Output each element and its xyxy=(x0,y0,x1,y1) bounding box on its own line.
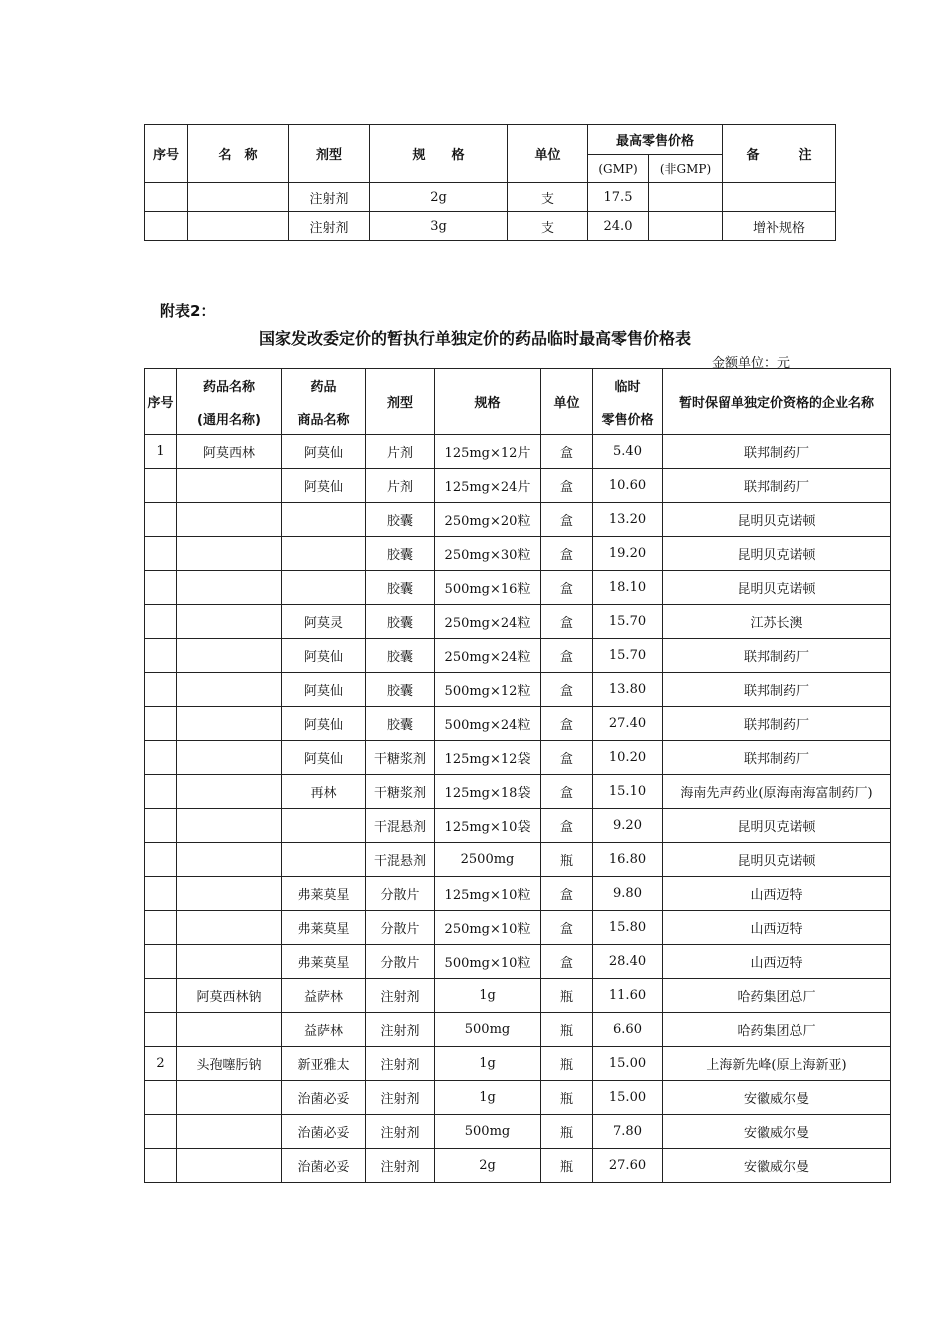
header-form: 剂型 xyxy=(289,125,370,183)
cell-seq xyxy=(145,183,188,212)
cell-spec: 1g xyxy=(435,979,541,1013)
cell-trade: 阿莫仙 xyxy=(282,469,366,503)
cell-price: 10.60 xyxy=(593,469,663,503)
header-price-sub: 零售价格 xyxy=(593,403,663,435)
cell-unit: 盒 xyxy=(541,741,593,775)
cell-unit: 盒 xyxy=(541,537,593,571)
cell-company: 山西迈特 xyxy=(663,911,891,945)
cell-unit: 瓶 xyxy=(541,1047,593,1081)
cell-unit: 盒 xyxy=(541,639,593,673)
cell-seq xyxy=(145,469,177,503)
cell-company: 山西迈特 xyxy=(663,945,891,979)
cell-gmp: 17.5 xyxy=(588,183,649,212)
header-note: 备 注 xyxy=(723,125,836,183)
table-row xyxy=(145,809,891,843)
cell-spec: 500mg×24粒 xyxy=(435,707,541,741)
cell-unit: 瓶 xyxy=(541,1081,593,1115)
cell-company: 安徽威尔曼 xyxy=(663,1081,891,1115)
table-row xyxy=(145,775,891,809)
cell-generic xyxy=(177,1115,282,1149)
cell-spec: 250mg×24粒 xyxy=(435,605,541,639)
cell-generic xyxy=(177,741,282,775)
cell-form: 注射剂 xyxy=(289,212,370,241)
cell-company: 海南先声药业(原海南海富制药厂) xyxy=(663,775,891,809)
temporary-price-table xyxy=(144,368,891,1183)
cell-company: 哈药集团总厂 xyxy=(663,1013,891,1047)
price-table-continued xyxy=(144,124,836,241)
cell-spec: 2500mg xyxy=(435,843,541,877)
cell-price: 10.20 xyxy=(593,741,663,775)
cell-price: 28.40 xyxy=(593,945,663,979)
cell-seq xyxy=(145,1149,177,1183)
cell-price: 27.60 xyxy=(593,1149,663,1183)
cell-company: 哈药集团总厂 xyxy=(663,979,891,1013)
cell-trade: 治菌必妥 xyxy=(282,1081,366,1115)
cell-seq: 1 xyxy=(145,435,177,469)
cell-seq: 2 xyxy=(145,1047,177,1081)
header-seq: 序号 xyxy=(145,125,188,183)
table-row xyxy=(145,1149,891,1183)
cell-spec: 500mg×10粒 xyxy=(435,945,541,979)
cell-seq xyxy=(145,979,177,1013)
cell-unit: 盒 xyxy=(541,503,593,537)
table-row xyxy=(145,911,891,945)
cell-unit: 盒 xyxy=(541,707,593,741)
cell-unit: 支 xyxy=(508,183,588,212)
header-form: 剂型 xyxy=(366,369,435,435)
cell-form: 注射剂 xyxy=(366,1081,435,1115)
cell-note xyxy=(723,183,836,212)
cell-spec: 250mg×30粒 xyxy=(435,537,541,571)
header-trade-name-sub: 商品名称 xyxy=(282,403,366,435)
cell-company: 联邦制药厂 xyxy=(663,673,891,707)
cell-company: 昆明贝克诺顿 xyxy=(663,809,891,843)
cell-spec: 250mg×20粒 xyxy=(435,503,541,537)
cell-generic xyxy=(177,571,282,605)
cell-seq xyxy=(145,707,177,741)
table-row xyxy=(145,212,836,241)
cell-trade: 阿莫仙 xyxy=(282,435,366,469)
cell-unit: 支 xyxy=(508,212,588,241)
cell-spec: 1g xyxy=(435,1047,541,1081)
cell-spec: 500mg xyxy=(435,1115,541,1149)
table-row xyxy=(145,877,891,911)
cell-form: 胶囊 xyxy=(366,503,435,537)
unit-note: 金额单位：元 xyxy=(712,356,791,371)
cell-form: 分散片 xyxy=(366,911,435,945)
cell-form: 片剂 xyxy=(366,435,435,469)
cell-form: 胶囊 xyxy=(366,537,435,571)
cell-generic: 头孢噻肟钠 xyxy=(177,1047,282,1081)
cell-spec: 500mg xyxy=(435,1013,541,1047)
cell-spec: 500mg×12粒 xyxy=(435,673,541,707)
cell-form: 分散片 xyxy=(366,877,435,911)
cell-form: 胶囊 xyxy=(366,571,435,605)
appendix-label: 附表2： xyxy=(160,302,216,320)
cell-seq xyxy=(145,571,177,605)
cell-form: 胶囊 xyxy=(366,605,435,639)
cell-spec: 1g xyxy=(435,1081,541,1115)
cell-form: 注射剂 xyxy=(289,183,370,212)
cell-note: 增补规格 xyxy=(723,212,836,241)
cell-generic xyxy=(177,1149,282,1183)
cell-unit: 盒 xyxy=(541,945,593,979)
cell-non-gmp xyxy=(649,183,723,212)
cell-non-gmp xyxy=(649,212,723,241)
header-generic-name-sub: (通用名称) xyxy=(177,403,282,435)
cell-unit: 盒 xyxy=(541,809,593,843)
cell-unit: 盒 xyxy=(541,877,593,911)
cell-seq xyxy=(145,843,177,877)
cell-name xyxy=(188,183,289,212)
cell-generic xyxy=(177,775,282,809)
cell-seq xyxy=(145,212,188,241)
cell-form: 分散片 xyxy=(366,945,435,979)
table-row xyxy=(145,1115,891,1149)
cell-trade: 治菌必妥 xyxy=(282,1149,366,1183)
cell-price: 27.40 xyxy=(593,707,663,741)
header-spec: 规格 xyxy=(435,369,541,435)
cell-trade: 益萨林 xyxy=(282,979,366,1013)
header-non-gmp: (非GMP) xyxy=(649,155,723,183)
cell-trade: 新亚雅太 xyxy=(282,1047,366,1081)
cell-seq xyxy=(145,503,177,537)
cell-unit: 盒 xyxy=(541,775,593,809)
cell-form: 注射剂 xyxy=(366,1047,435,1081)
table-row xyxy=(145,1013,891,1047)
cell-price: 18.10 xyxy=(593,571,663,605)
cell-spec: 125mg×10粒 xyxy=(435,877,541,911)
cell-company: 联邦制药厂 xyxy=(663,469,891,503)
cell-generic xyxy=(177,945,282,979)
cell-price: 16.80 xyxy=(593,843,663,877)
cell-company: 联邦制药厂 xyxy=(663,639,891,673)
cell-generic xyxy=(177,843,282,877)
cell-trade xyxy=(282,571,366,605)
cell-spec: 2g xyxy=(370,183,508,212)
cell-price: 15.10 xyxy=(593,775,663,809)
cell-unit: 盒 xyxy=(541,673,593,707)
cell-unit: 盒 xyxy=(541,469,593,503)
cell-form: 干混悬剂 xyxy=(366,809,435,843)
table-row xyxy=(145,843,891,877)
header-seq: 序号 xyxy=(145,369,177,435)
cell-form: 胶囊 xyxy=(366,673,435,707)
cell-company: 昆明贝克诺顿 xyxy=(663,503,891,537)
cell-company: 昆明贝克诺顿 xyxy=(663,537,891,571)
cell-spec: 125mg×10袋 xyxy=(435,809,541,843)
cell-trade: 弗莱莫星 xyxy=(282,911,366,945)
cell-generic xyxy=(177,707,282,741)
table-row xyxy=(145,1081,891,1115)
cell-company: 联邦制药厂 xyxy=(663,435,891,469)
cell-generic xyxy=(177,537,282,571)
cell-generic: 阿莫西林 xyxy=(177,435,282,469)
cell-price: 15.70 xyxy=(593,639,663,673)
header-spec: 规 格 xyxy=(370,125,508,183)
cell-form: 干混悬剂 xyxy=(366,843,435,877)
cell-spec: 125mg×12袋 xyxy=(435,741,541,775)
table-row xyxy=(145,1047,891,1081)
cell-company: 联邦制药厂 xyxy=(663,741,891,775)
cell-price: 9.20 xyxy=(593,809,663,843)
cell-company: 昆明贝克诺顿 xyxy=(663,843,891,877)
cell-spec: 250mg×10粒 xyxy=(435,911,541,945)
cell-generic xyxy=(177,503,282,537)
header-price: 临时 xyxy=(593,369,663,403)
cell-price: 5.40 xyxy=(593,435,663,469)
table-row xyxy=(145,639,891,673)
cell-company: 江苏长澳 xyxy=(663,605,891,639)
cell-gmp: 24.0 xyxy=(588,212,649,241)
cell-generic xyxy=(177,1081,282,1115)
cell-generic xyxy=(177,639,282,673)
cell-trade: 弗莱莫星 xyxy=(282,945,366,979)
cell-spec: 250mg×24粒 xyxy=(435,639,541,673)
cell-form: 胶囊 xyxy=(366,707,435,741)
cell-seq xyxy=(145,741,177,775)
cell-seq xyxy=(145,775,177,809)
cell-seq xyxy=(145,877,177,911)
cell-unit: 瓶 xyxy=(541,1149,593,1183)
cell-trade: 再林 xyxy=(282,775,366,809)
table-row xyxy=(145,435,891,469)
cell-form: 胶囊 xyxy=(366,639,435,673)
cell-seq xyxy=(145,605,177,639)
table-row xyxy=(145,183,836,212)
cell-company: 安徽威尔曼 xyxy=(663,1115,891,1149)
cell-price: 7.80 xyxy=(593,1115,663,1149)
table-row xyxy=(145,503,891,537)
cell-company: 安徽威尔曼 xyxy=(663,1149,891,1183)
header-name: 名 称 xyxy=(188,125,289,183)
cell-seq xyxy=(145,1081,177,1115)
table-row xyxy=(145,605,891,639)
header-generic-name: 药品名称 xyxy=(177,369,282,403)
cell-generic xyxy=(177,605,282,639)
cell-price: 15.00 xyxy=(593,1047,663,1081)
cell-unit: 瓶 xyxy=(541,843,593,877)
cell-trade: 阿莫仙 xyxy=(282,639,366,673)
cell-trade: 益萨林 xyxy=(282,1013,366,1047)
table-row xyxy=(145,571,891,605)
cell-form: 干糖浆剂 xyxy=(366,741,435,775)
table-row xyxy=(145,673,891,707)
cell-trade: 治菌必妥 xyxy=(282,1115,366,1149)
cell-form: 注射剂 xyxy=(366,1149,435,1183)
cell-price: 15.70 xyxy=(593,605,663,639)
cell-trade xyxy=(282,537,366,571)
cell-trade: 弗莱莫星 xyxy=(282,877,366,911)
header-unit: 单位 xyxy=(508,125,588,183)
table-row xyxy=(145,979,891,1013)
cell-seq xyxy=(145,1013,177,1047)
cell-price: 11.60 xyxy=(593,979,663,1013)
cell-trade xyxy=(282,503,366,537)
header-company: 暂时保留单独定价资格的企业名称 xyxy=(663,369,891,435)
cell-generic xyxy=(177,809,282,843)
cell-generic xyxy=(177,1013,282,1047)
cell-price: 19.20 xyxy=(593,537,663,571)
cell-seq xyxy=(145,945,177,979)
cell-generic xyxy=(177,673,282,707)
cell-seq xyxy=(145,1115,177,1149)
cell-spec: 125mg×18袋 xyxy=(435,775,541,809)
cell-price: 15.80 xyxy=(593,911,663,945)
cell-seq xyxy=(145,639,177,673)
cell-seq xyxy=(145,537,177,571)
cell-generic xyxy=(177,877,282,911)
header-gmp: (GMP) xyxy=(588,155,649,183)
cell-seq xyxy=(145,673,177,707)
cell-form: 注射剂 xyxy=(366,979,435,1013)
cell-company: 联邦制药厂 xyxy=(663,707,891,741)
cell-unit: 盒 xyxy=(541,435,593,469)
table-row xyxy=(145,945,891,979)
cell-spec: 2g xyxy=(435,1149,541,1183)
header-unit: 单位 xyxy=(541,369,593,435)
cell-spec: 125mg×12片 xyxy=(435,435,541,469)
cell-name xyxy=(188,212,289,241)
cell-company: 昆明贝克诺顿 xyxy=(663,571,891,605)
cell-form: 片剂 xyxy=(366,469,435,503)
table-title: 国家发改委定价的暂执行单独定价的药品临时最高零售价格表 xyxy=(258,329,691,348)
cell-unit: 盒 xyxy=(541,605,593,639)
cell-price: 13.80 xyxy=(593,673,663,707)
cell-trade: 阿莫灵 xyxy=(282,605,366,639)
cell-company: 上海新先峰(原上海新亚) xyxy=(663,1047,891,1081)
cell-price: 13.20 xyxy=(593,503,663,537)
cell-spec: 125mg×24片 xyxy=(435,469,541,503)
cell-unit: 盒 xyxy=(541,911,593,945)
cell-price: 6.60 xyxy=(593,1013,663,1047)
cell-trade xyxy=(282,843,366,877)
cell-price: 15.00 xyxy=(593,1081,663,1115)
cell-unit: 瓶 xyxy=(541,979,593,1013)
cell-generic xyxy=(177,911,282,945)
cell-form: 注射剂 xyxy=(366,1115,435,1149)
cell-seq xyxy=(145,911,177,945)
table-row xyxy=(145,741,891,775)
cell-form: 干糖浆剂 xyxy=(366,775,435,809)
cell-trade: 阿莫仙 xyxy=(282,741,366,775)
cell-spec: 3g xyxy=(370,212,508,241)
cell-company: 山西迈特 xyxy=(663,877,891,911)
cell-unit: 瓶 xyxy=(541,1115,593,1149)
header-max-price: 最高零售价格 xyxy=(588,125,723,155)
header-trade-name: 药品 xyxy=(282,369,366,403)
cell-price: 9.80 xyxy=(593,877,663,911)
cell-form: 注射剂 xyxy=(366,1013,435,1047)
table-row xyxy=(145,469,891,503)
cell-trade: 阿莫仙 xyxy=(282,707,366,741)
cell-trade xyxy=(282,809,366,843)
cell-trade: 阿莫仙 xyxy=(282,673,366,707)
cell-seq xyxy=(145,809,177,843)
table-row xyxy=(145,707,891,741)
cell-unit: 盒 xyxy=(541,571,593,605)
cell-generic: 阿莫西林钠 xyxy=(177,979,282,1013)
table-row xyxy=(145,537,891,571)
cell-unit: 瓶 xyxy=(541,1013,593,1047)
cell-generic xyxy=(177,469,282,503)
cell-spec: 500mg×16粒 xyxy=(435,571,541,605)
